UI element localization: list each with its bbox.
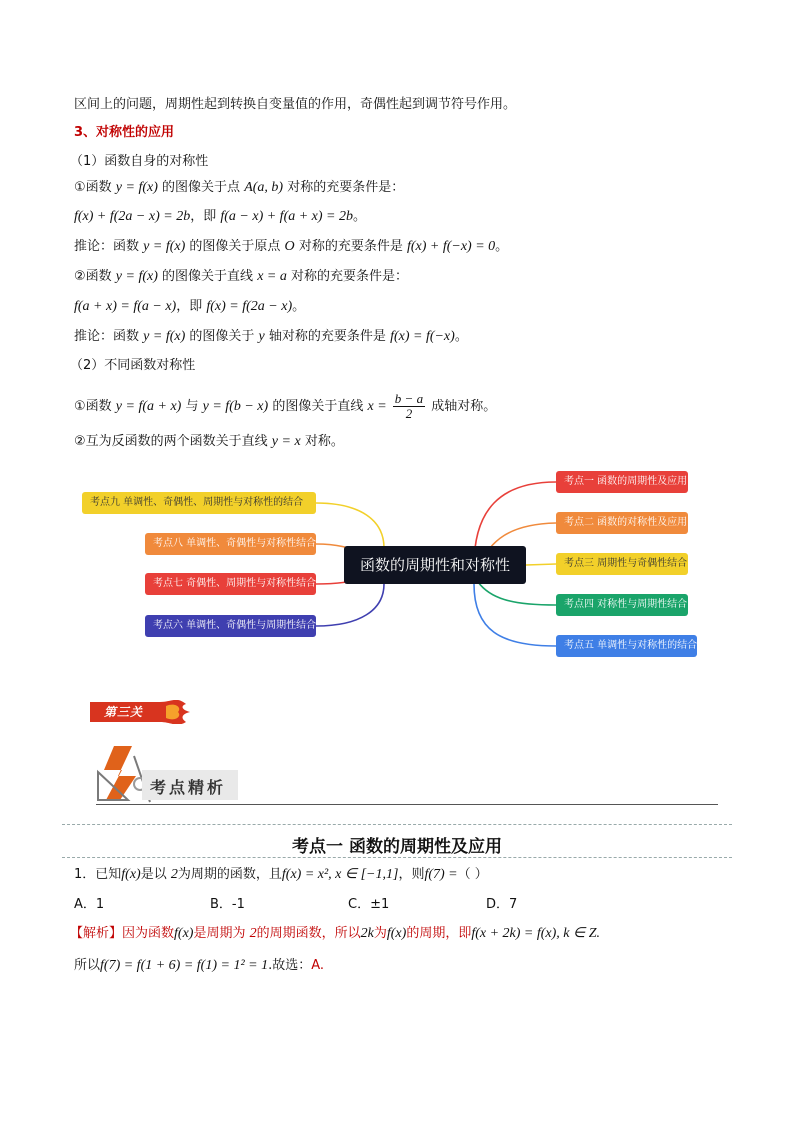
connector-l9 <box>316 503 384 548</box>
mindmap-node-r2: 考点二 函数的对称性及应用 <box>556 512 688 534</box>
question-text: 1．已知f(x)是以 2为周期的函数，且f(x) = x², x ∈ [−1,1]，则f(7) =（ ） <box>74 867 488 882</box>
option-c[interactable]: C．±1 <box>348 897 390 912</box>
dashed-divider <box>62 824 732 825</box>
item3-line: ①函数 y = f(a + x) 与 y = f(b − x) 的图像关于直线 x = $\frac{b - a}{2}$ 成轴对称。 <box>74 391 497 421</box>
sub1-heading: （1）函数自身的对称性 <box>70 154 209 169</box>
mindmap-node-r5: 考点五 单调性与对称性的结合 <box>556 635 697 657</box>
mindmap-node-l9: 考点九 单调性、奇偶性、周期性与对称性的结合 <box>82 492 316 514</box>
mindmap-center: 函数的周期性和对称性 <box>344 546 526 584</box>
solution-line1: 【解析】因为函数f(x)是周期为 2的周期函数，所以2k为f(x)的周期，即f(x + 2k) = f(x), k ∈ Z. <box>70 926 600 941</box>
corollary2: 推论：函数 y = f(x) 的图像关于 y 轴对称的充要条件是 f(x) = f(−x)。 <box>74 329 468 344</box>
analysis-heading <box>96 742 718 806</box>
item1-equation: f(x) + f(2a − x) = 2b，即 f(a − x) + f(a + x) = 2b。 <box>74 209 367 224</box>
item1-line: ①函数 y = f(x) 的图像关于点 A(a, b) 对称的充要条件是： <box>74 180 405 195</box>
mindmap-node-l6: 考点六 单调性、奇偶性与周期性结合 <box>145 615 316 637</box>
item2-line: ②函数 y = f(x) 的图像关于直线 x = a 对称的充要条件是： <box>74 269 409 284</box>
analysis-label: 考点精析 <box>150 778 227 797</box>
banner-label: 第三关 <box>104 705 144 719</box>
mindmap-node-r1: 考点一 函数的周期性及应用 <box>556 471 688 493</box>
mindmap-node-r4: 考点四 对称性与周期性结合 <box>556 594 688 616</box>
item2-equation: f(a + x) = f(a − x)，即 f(x) = f(2a − x)。 <box>74 299 306 314</box>
section3-title: 3、对称性的应用 <box>74 125 175 140</box>
item4-line: ②互为反函数的两个函数关于直线 y = x 对称。 <box>74 434 344 449</box>
intro-text: 区间上的问题，周期性起到转换自变量值的作用，奇偶性起到调节符号作用。 <box>74 97 517 112</box>
fraction: $\frac{b - a}{2}$ <box>394 391 424 421</box>
mindmap-node-l7: 考点七 奇偶性、周期性与对称性结合 <box>145 573 316 595</box>
corollary1: 推论：函数 y = f(x) 的图像关于原点 O 对称的充要条件是 f(x) + f(−x) = 0。 <box>74 239 509 254</box>
connector-r5 <box>474 584 556 646</box>
mindmap-node-r3: 考点三 周期性与奇偶性结合 <box>556 553 688 575</box>
level-banner <box>90 700 198 724</box>
option-b[interactable]: B．-1 <box>210 897 245 912</box>
mindmap-node-l8: 考点八 单调性、奇偶性与对称性结合 <box>145 533 316 555</box>
option-a[interactable]: A．1 <box>74 897 105 912</box>
connector-r3 <box>526 564 556 565</box>
analysis-underline <box>96 804 718 805</box>
sub2-heading: （2）不同函数对称性 <box>70 358 196 373</box>
solution-line2: 所以f(7) = f(1 + 6) = f(1) = 1² = 1.故选：A. <box>74 958 325 973</box>
connector-r4 <box>478 582 556 605</box>
dashed-divider-2 <box>62 857 732 858</box>
topic-title: 考点一 函数的周期性及应用 <box>292 837 502 857</box>
connector-l6 <box>316 584 384 626</box>
option-d[interactable]: D．7 <box>486 897 518 912</box>
